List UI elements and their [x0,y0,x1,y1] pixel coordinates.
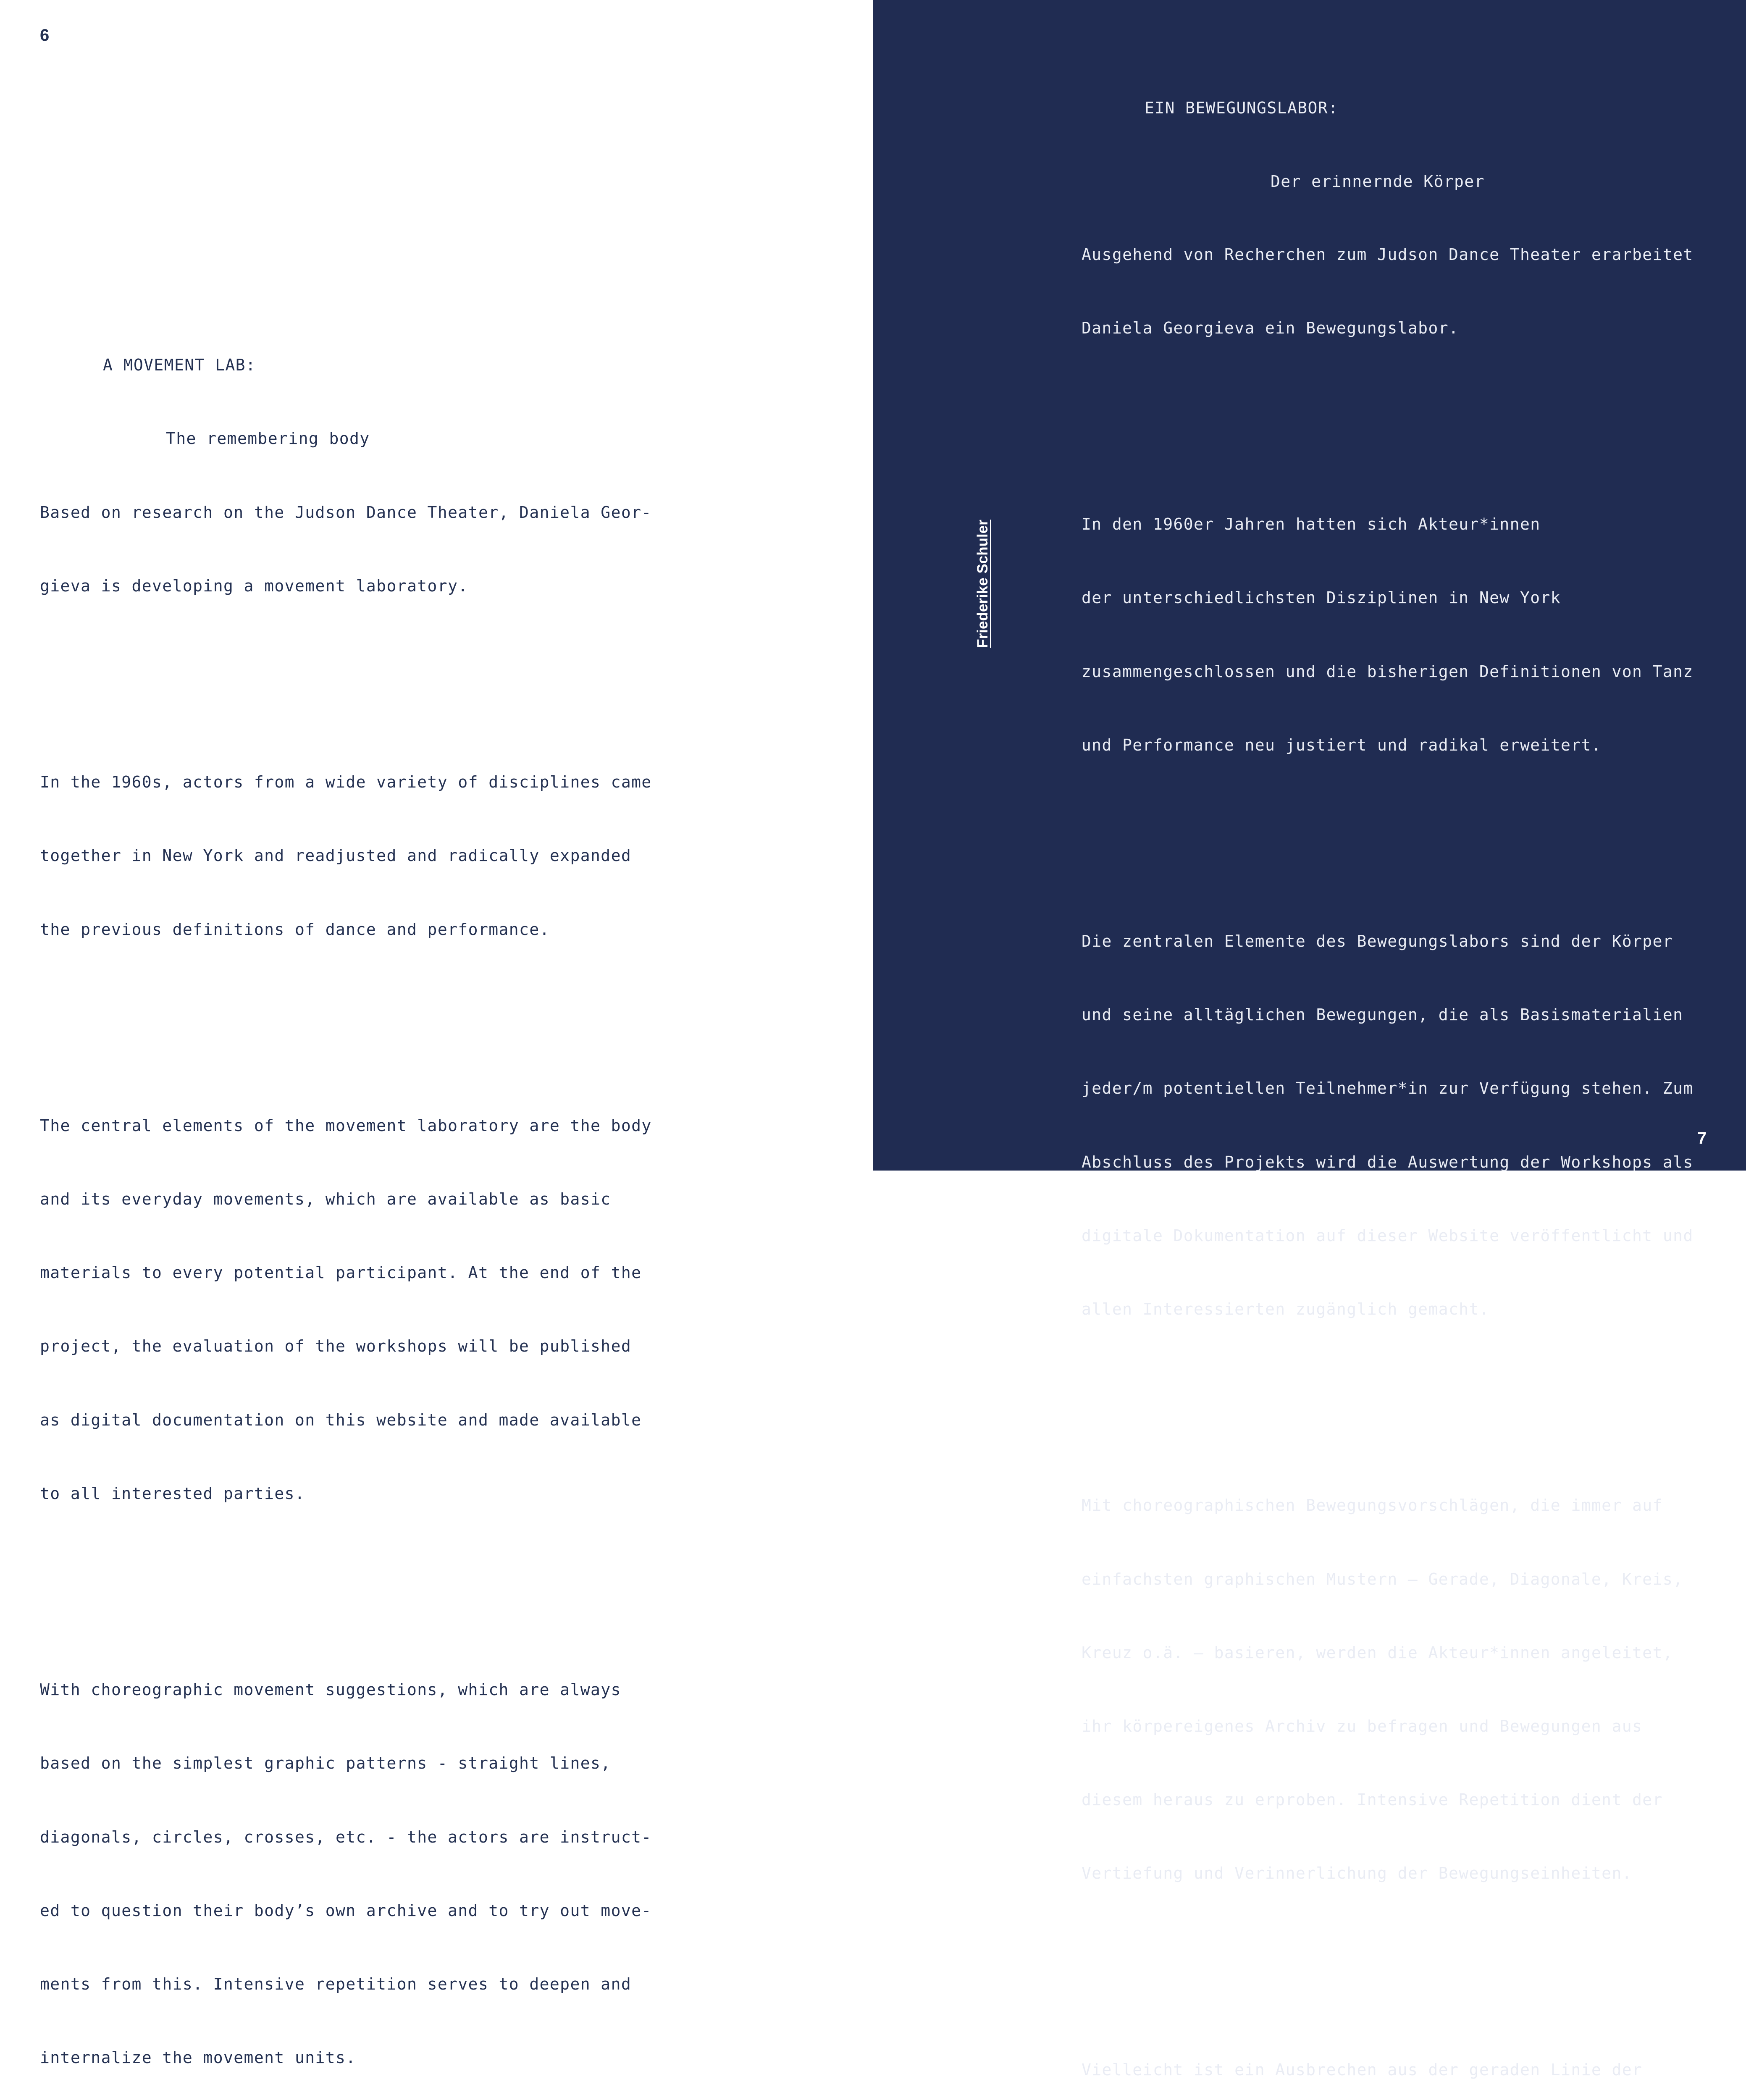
text-line: project, the evaluation of the workshops will be published [40,1337,632,1356]
text-line: and its everyday movements, which are available as basic [40,1189,611,1208]
text-line: zusammengeschlossen und die bisherigen Definitionen von Tanz [1082,662,1693,681]
text-line: In den 1960er Jahren hatten sich Akteur*innen [1082,515,1541,534]
text-line: diesem heraus zu erproben. Intensive Repetition dient der [1082,1790,1663,1809]
text-line: Kreuz o.ä. – basieren, werden die Akteur*innen angeleitet, [1082,1643,1673,1662]
left-title-line-1: A MOVEMENT LAB: [103,355,256,374]
text-line: Abschluss des Projekts wird die Auswertung der Workshops als [1082,1152,1693,1171]
right-body-text [1082,144,1693,2100]
text-line: ments from this. Intensive repetition serves to deepen and [40,1974,632,1993]
text-line: to all interested parties. [40,1484,305,1503]
left-paragraph-4 [40,1628,652,2100]
text-line: Based on research on the Judson Dance Theater, Daniela Geor- [40,503,652,522]
text-line: the previous definitions of dance and performance. [40,920,550,939]
text-line: Mit choreographischen Bewegungsvorschlägen, die immer auf [1082,1496,1663,1515]
right-paragraph-3 [1082,880,1693,1370]
text-line: as digital documentation on this website and made available [40,1410,642,1429]
text-line: ed to question their body’s own archive and to try out move- [40,1901,652,1920]
text-line: Die zentralen Elemente des Bewegungslabors sind der Körper [1082,932,1673,950]
left-page [0,0,873,2067]
text-line: Vielleicht ist ein Ausbrechen aus der geraden Linie der [1082,2060,1643,2079]
left-paragraph-2 [40,721,652,990]
text-line: The central elements of the movement laboratory are the body [40,1116,652,1135]
right-paragraph-4 [1082,1444,1693,1935]
text-line: ihr körpereigenes Archiv zu befragen und Bewegungen aus [1082,1717,1643,1735]
text-line: With choreographic movement suggestions, which are always [40,1680,621,1699]
right-title-line-1: EIN BEWEGUNGSLABOR: [1145,98,1339,117]
right-page [873,0,1746,2079]
text-line: internalize the movement units. [40,2048,356,2067]
text-line: together in New York and readjusted and radically expanded [40,846,632,865]
text-line: digitale Dokumentation auf dieser Website veröffentlicht und [1082,1226,1693,1245]
text-line: und seine alltäglichen Bewegungen, die als Basismaterialien [1082,1005,1683,1024]
text-line: In the 1960s, actors from a wide variety of disciplines came [40,773,652,792]
text-line: Daniela Georgieva ein Bewegungslabor. [1082,318,1459,337]
right-paragraph-2 [1082,463,1693,806]
left-paragraph-3 [40,1064,652,1555]
text-line: Ausgehend von Recherchen zum Judson Dance Theater erarbeitet [1082,245,1693,264]
left-title-line-2: The remembering body [166,429,370,448]
text-line: allen Interessierten zugänglich gemacht. [1082,1300,1490,1319]
left-page-number: 6 [40,26,50,45]
left-paragraph-1 [40,451,652,647]
text-line: materials to every potential participant. At the end of the [40,1263,642,1282]
text-line: Vertiefung und Verinnerlichung der Bewegungseinheiten. [1082,1864,1633,1883]
right-paragraph-1 [1082,193,1693,389]
left-body-text [40,402,652,2100]
right-title-line-2: Der erinnernde Körper [1271,172,1485,191]
right-paragraph-5 [1082,2008,1693,2100]
text-line: und Performance neu justiert und radikal erweitert. [1082,735,1602,754]
author-name: Friederike Schuler [974,520,991,648]
text-line: einfachsten graphischen Mustern – Gerade, Diagonale, Kreis, [1082,1570,1683,1588]
text-line: diagonals, circles, crosses, etc. - the actors are instruct- [40,1827,652,1846]
right-page-number: 7 [1697,1129,1707,1147]
text-line: gieva is developing a movement laboratory. [40,576,468,595]
text-line: der unterschiedlichsten Disziplinen in New York [1082,588,1561,607]
text-line: based on the simplest graphic patterns - straight lines, [40,1754,611,1773]
text-line: jeder/m potentiellen Teilnehmer*in zur Verfügung stehen. Zum [1082,1079,1693,1098]
